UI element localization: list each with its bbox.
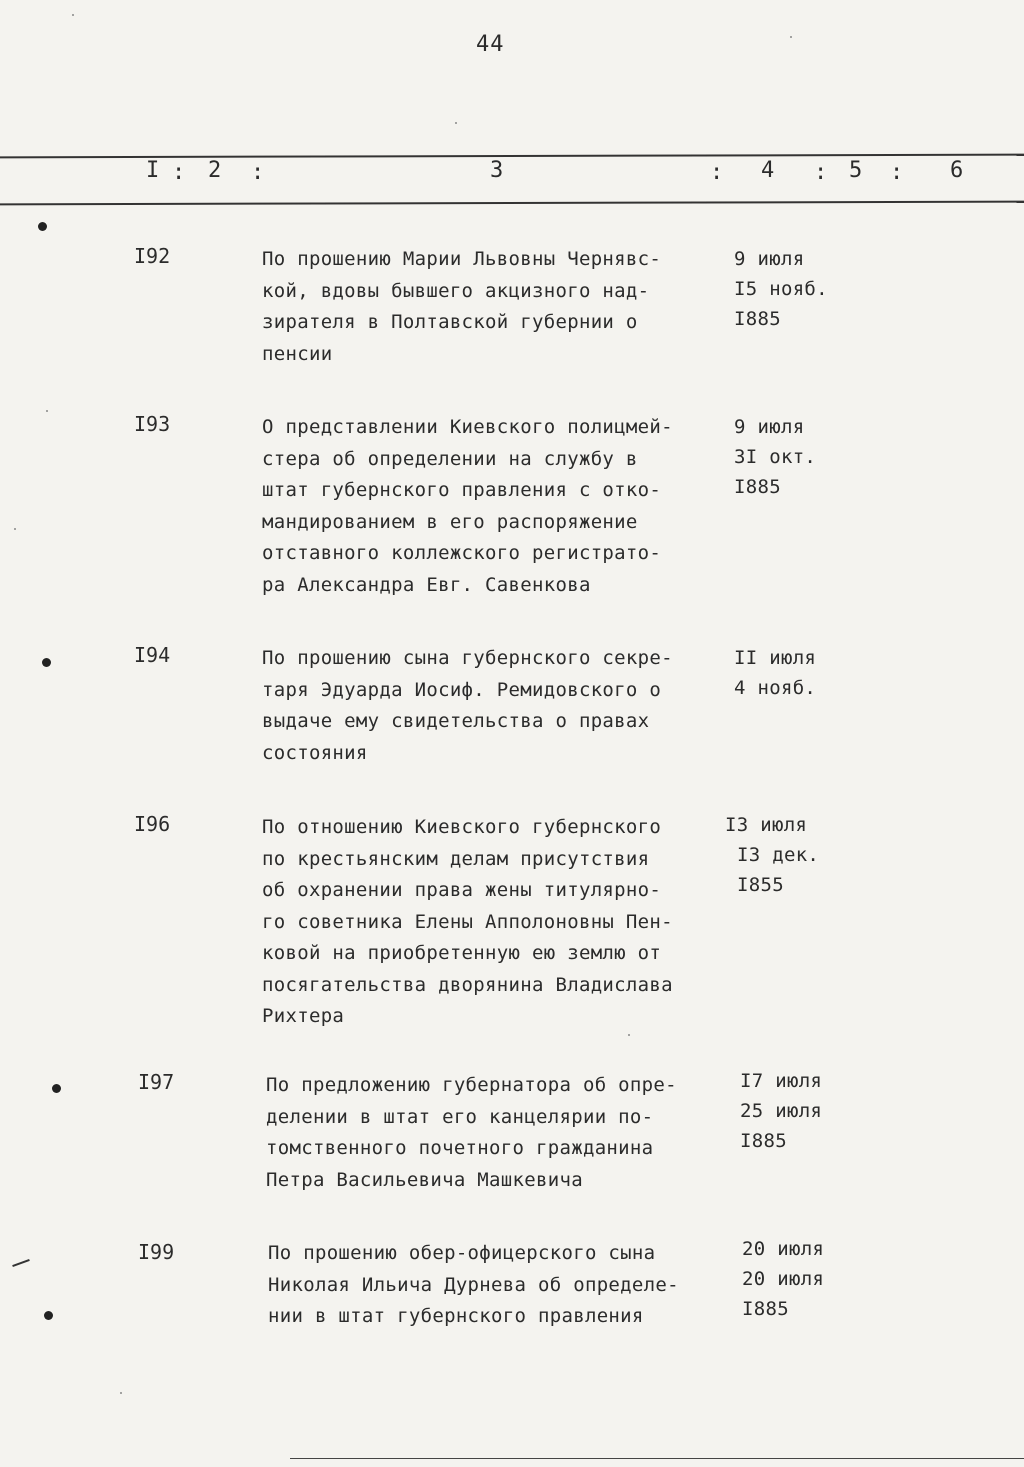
- description-line: О представлении Киевского полицмей-: [262, 416, 673, 438]
- binder-hole-mark: [44, 1311, 53, 1320]
- description-line: ра Александра Евг. Савенкова: [262, 573, 591, 596]
- binder-hole-mark: [52, 1084, 61, 1093]
- scan-speck: [14, 528, 16, 530]
- column-separator: :: [710, 160, 724, 185]
- entry-number: I92: [134, 244, 171, 268]
- scan-speck: [790, 36, 792, 38]
- column-header-6: 6: [950, 158, 964, 183]
- entry-description: [266, 1070, 736, 1196]
- column-separator: :: [890, 160, 904, 185]
- binder-hole-mark: [42, 658, 51, 667]
- entry-description: [262, 643, 732, 769]
- description-line: кой, вдовы бывшего акцизного над-: [262, 279, 650, 302]
- description-line: По прошению обер-офицерского сына: [268, 1242, 656, 1264]
- entry-description: [262, 812, 732, 1033]
- description-line: ковой на приобретенную ею землю от: [262, 942, 662, 964]
- date-year: I885: [734, 476, 781, 498]
- page-number: 44: [476, 32, 505, 57]
- page-bottom-rule: [290, 1458, 1024, 1459]
- entry-number: I94: [134, 643, 171, 667]
- scan-speck: [46, 410, 48, 412]
- description-line: го советника Елены Апполоновны Пен-: [262, 910, 673, 933]
- date-start: 9 июля: [734, 248, 805, 270]
- description-line: По отношению Киевского губернского: [262, 816, 662, 838]
- date-end: 4 нояб.: [734, 677, 817, 699]
- date-end: 20 июля: [742, 1268, 825, 1290]
- entry-dates: [734, 244, 828, 334]
- entry-description: [268, 1238, 738, 1333]
- entry-description: [262, 244, 732, 370]
- date-year: I885: [734, 308, 781, 330]
- description-line: По прошению сына губернского секре-: [262, 647, 673, 669]
- description-line: таря Эдуарда Иосиф. Ремидовского о: [262, 678, 662, 701]
- date-end: I5 нояб.: [734, 278, 828, 300]
- scan-mark: [12, 1259, 30, 1267]
- description-line: пенсии: [262, 342, 333, 365]
- column-separator: :: [251, 160, 265, 185]
- description-line: Николая Ильича Дурнева об определе-: [268, 1273, 679, 1296]
- description-line: штат губернского правления с отко-: [262, 479, 662, 501]
- entry-dates: [734, 643, 816, 703]
- date-year: I885: [740, 1130, 787, 1152]
- description-line: об охранении права жены титулярно-: [262, 879, 662, 901]
- entry-dates: [740, 1066, 822, 1156]
- entry-number: I97: [138, 1070, 175, 1094]
- binder-hole-mark: [38, 222, 47, 231]
- column-header-5: 5: [849, 158, 863, 183]
- description-line: состояния: [262, 741, 368, 764]
- description-line: посягательства дворянина Владислава: [262, 973, 673, 996]
- date-end: 25 июля: [740, 1100, 823, 1122]
- description-line: отставного коллежского регистрато-: [262, 542, 662, 564]
- description-line: делении в штат его канцелярии по-: [266, 1105, 654, 1128]
- description-line: По прошению Марии Львовны Чернявс-: [262, 248, 662, 270]
- scan-speck: [628, 1034, 630, 1036]
- entry-dates: [742, 1234, 824, 1324]
- entry-description: [262, 412, 732, 601]
- column-header-3: 3: [490, 158, 504, 183]
- date-start: II июля: [734, 647, 817, 669]
- scan-speck: [455, 122, 457, 124]
- entry-number: I96: [134, 812, 171, 836]
- column-separator: :: [172, 160, 186, 185]
- description-line: зирателя в Полтавской губернии о: [262, 311, 638, 333]
- description-line: томственного почетного гражданина: [266, 1137, 654, 1159]
- entry-number: I99: [138, 1240, 175, 1264]
- description-line: выдаче ему свидетельства о правах: [262, 710, 650, 732]
- date-year: I885: [742, 1298, 789, 1320]
- date-start: 9 июля: [734, 416, 805, 438]
- column-separator: :: [814, 160, 828, 185]
- date-end: I3 дек.: [737, 844, 820, 866]
- column-header-2: 2: [208, 158, 222, 183]
- column-header-4: 4: [761, 158, 775, 183]
- entry-dates: [734, 412, 816, 502]
- description-line: Петра Васильевича Машкевича: [266, 1168, 583, 1191]
- date-start: I3 июля: [725, 814, 808, 836]
- date-start: 20 июля: [742, 1238, 825, 1260]
- column-header-1: I: [146, 158, 160, 183]
- description-line: по крестьянским делам присутствия: [262, 847, 650, 870]
- entry-dates: [725, 810, 819, 900]
- date-year: I855: [737, 874, 784, 896]
- description-line: Рихтера: [262, 1005, 345, 1027]
- description-line: нии в штат губернского правления: [268, 1305, 644, 1327]
- description-line: По предложению губернатора об опре-: [266, 1074, 677, 1096]
- date-end: 3I окт.: [734, 446, 817, 468]
- scan-speck: [120, 1392, 122, 1394]
- description-line: мандированием в его распоряжение: [262, 510, 638, 533]
- entry-number: I93: [134, 412, 171, 436]
- date-start: I7 июля: [740, 1070, 823, 1092]
- description-line: стера об определении на службу в: [262, 447, 638, 470]
- scan-speck: [72, 14, 74, 16]
- table-header-rule: [0, 201, 1024, 206]
